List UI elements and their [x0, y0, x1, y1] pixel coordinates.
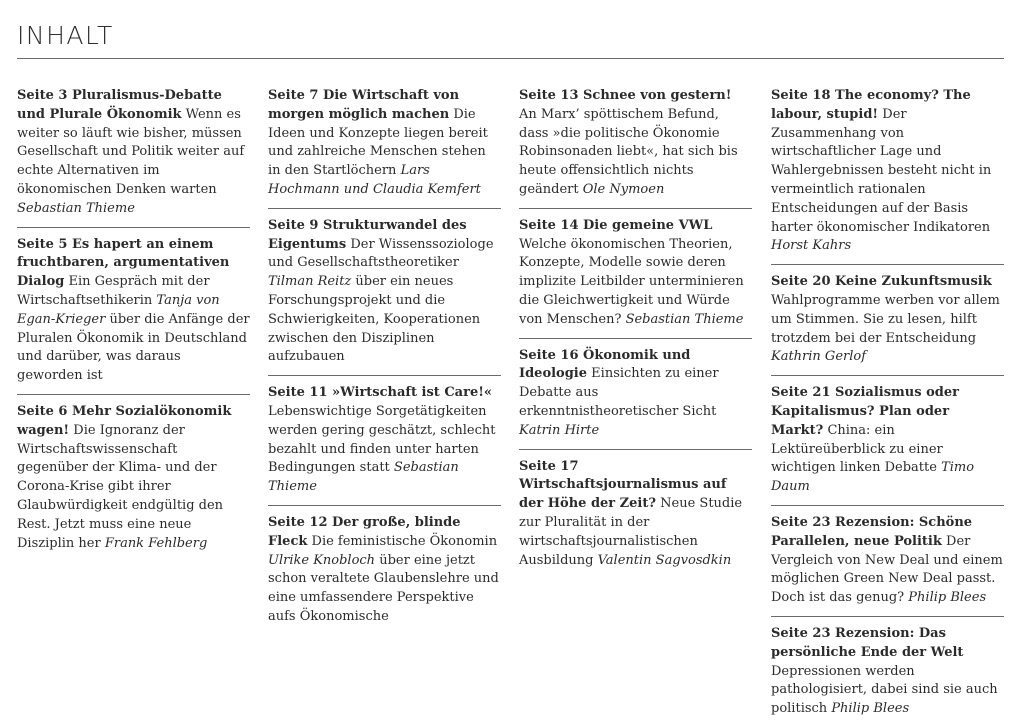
- entry-heading: Seite 23 Rezension: Das persönliche Ende der Welt: [771, 625, 964, 660]
- entry-heading: Seite 18 The economy? The labour, stupid!: [771, 88, 971, 122]
- entry-text: Der Zusammenhang von wirtschaftlicher Lage und Wahlergebnissen besteht nicht in vermeintlich rationalen Entscheidungen auf der Basis harter ökonomischer Indikatoren: [771, 106, 992, 235]
- entry-heading: Seite 16 Ökonomik und Ideologie: [519, 347, 691, 382]
- title-divider: [17, 58, 1004, 59]
- toc-entry[interactable]: [519, 87, 752, 209]
- toc-column-3: [519, 87, 752, 570]
- entry-author: Ole Nymoen: [582, 181, 665, 197]
- entry-author: Lars Hochmann und Claudia Kemfert: [268, 163, 481, 197]
- entry-heading: Seite 5 Es hapert an einem fruchtbaren, argumentativen Dialog: [17, 236, 230, 290]
- toc-entry[interactable]: [771, 384, 1004, 506]
- entry-heading: Seite 12 Der große, blinde Fleck: [268, 514, 461, 549]
- toc-entry[interactable]: [17, 87, 250, 228]
- entry-text: China: ein Lektüreüberblick zu einer wichtigen linken Debatte: [771, 422, 943, 476]
- entry-heading: Seite 9 Strukturwandel des Eigentums: [268, 217, 467, 252]
- entry-heading: Seite 11 »Wirtschaft ist Care!«: [268, 385, 493, 401]
- toc-column-1: [17, 87, 250, 553]
- entry-text: Die Ideen und Konzepte liegen bereit und zahlreiche Menschen stehen in den Startlöchern: [268, 106, 488, 179]
- entry-author: Tilman Reitz: [268, 274, 352, 290]
- entry-text-continued: über ein neues Forschungsprojekt und die Schwierigkeiten, Kooperationen zwischen den Disziplinen aufzubauen: [268, 274, 481, 365]
- toc-entry[interactable]: [17, 403, 250, 553]
- entry-heading: Seite 21 Sozialismus oder Kapitalismus? Plan oder Markt?: [771, 385, 959, 438]
- toc-entry[interactable]: [17, 236, 250, 395]
- toc-column-2: [268, 87, 501, 627]
- entry-heading: Seite 3 Pluralismus-Debatte und Plurale Ökonomik: [17, 88, 222, 122]
- entry-heading: Seite 14 Die gemeine VWL: [519, 217, 713, 233]
- entry-author: Kathrin Gerlof: [771, 349, 867, 365]
- entry-text: Depressionen werden pathologisiert, dabei sind sie auch politisch: [771, 663, 998, 717]
- entry-text: Lebenswichtige Sorgetätigkeiten werden gering geschätzt, schlecht bezahlt und finden unter harten Bedingungen statt: [268, 403, 496, 476]
- entry-text: Wahlprogramme werben vor allem um Stimmen. Sie zu lesen, hilft trotzdem bei der Entscheidung: [771, 292, 1000, 346]
- entry-text-continued: über die Anfänge der Pluralen Ökonomik in Deutschland und darüber, was daraus geworden ist: [17, 311, 250, 384]
- entry-author: Frank Fehlberg: [104, 535, 208, 551]
- entry-heading: Seite 17 Wirtschaftsjournalismus auf der Höhe der Zeit?: [519, 458, 727, 512]
- toc-entry[interactable]: [771, 273, 1004, 376]
- entry-text: Welche ökonomischen Theorien, Konzepte, Modelle sowie deren implizite Leitbilder unterminieren die Gleichwertigkeit und Würde von Menschen?: [519, 236, 744, 327]
- entry-heading: Seite 6 Mehr Sozialökonomik wagen!: [17, 403, 232, 438]
- entry-author: Ulrike Knobloch: [268, 552, 376, 568]
- entry-heading: Seite 20 Keine Zukunftsmusik: [771, 274, 992, 290]
- entry-author: Valentin Sagvosdkin: [597, 552, 732, 568]
- toc-entry[interactable]: [771, 625, 1004, 719]
- entry-text: Neue Studie zur Pluralität in der wirtschaftsjournalistischen Ausbildung: [519, 496, 743, 568]
- entry-author: Tanja von Egan-Krieger: [17, 292, 220, 327]
- entry-text: Die Ignoranz der Wirtschaftswissenschaft gegenüber der Klima- und der Corona-Krise gibt ihrer Glaubwürdigkeit endgültig den Rest. Jetzt muss eine neue Disziplin her: [17, 422, 224, 551]
- entry-heading: Seite 7 Die Wirtschaft von morgen möglich machen: [268, 88, 460, 122]
- entry-author: Sebastian Thieme: [625, 311, 744, 327]
- toc-entry[interactable]: [519, 458, 752, 571]
- toc-entry[interactable]: [268, 87, 501, 209]
- entry-text: An Marx’ spöttischem Befund, dass »die politische Ökonomie Robinsonaden liebt«, hat sich bis heute offensichtlich nichts geändert: [519, 106, 738, 197]
- entry-text: Der Vergleich von New Deal und einem möglichen Green New Deal passt. Doch ist das genug?: [771, 533, 1003, 606]
- toc-entry[interactable]: [268, 514, 501, 627]
- entry-author: Sebastian Thieme: [17, 200, 135, 216]
- entry-text: Der Wissenssoziologe und Gesellschaftstheoretiker: [268, 236, 494, 271]
- toc-column-4: [771, 87, 1004, 719]
- entry-text: Einsichten zu einer Debatte aus erkenntnistheoretischer Sicht: [519, 366, 719, 419]
- entry-author: Katrin Hirte: [519, 422, 600, 438]
- entry-heading: Seite 23 Rezension: Schöne Parallelen, neue Politik: [771, 514, 973, 549]
- toc-entry[interactable]: [519, 217, 752, 339]
- entry-author: Philip Blees: [831, 701, 910, 717]
- entry-text: Ein Gespräch mit der Wirtschaftsethikerin: [17, 274, 210, 308]
- entry-author: Timo Daum: [771, 460, 975, 495]
- toc-entry[interactable]: [268, 217, 501, 376]
- toc-entry[interactable]: [519, 347, 752, 450]
- entry-author: Horst Kahrs: [771, 238, 852, 254]
- toc-entry[interactable]: [268, 384, 501, 506]
- page-title: INHALT: [17, 21, 114, 50]
- entry-text: Wenn es weiter so läuft wie bisher, müssen Gesellschaft und Politik weiter auf echte Alternativen im ökonomischen Denken warten: [17, 106, 245, 197]
- toc-entry[interactable]: [771, 514, 1004, 617]
- entry-text: Die feministische Ökonomin: [311, 533, 498, 549]
- entry-heading: Seite 13 Schnee von gestern!: [519, 88, 732, 103]
- entry-author: Philip Blees: [908, 590, 987, 606]
- toc-entry[interactable]: [771, 87, 1004, 265]
- entry-text-continued: über eine jetzt schon veraltete Glaubenslehre und eine umfassendere Perspektive aufs Ökonomische: [268, 552, 499, 624]
- entry-author: Sebastian Thieme: [268, 460, 459, 495]
